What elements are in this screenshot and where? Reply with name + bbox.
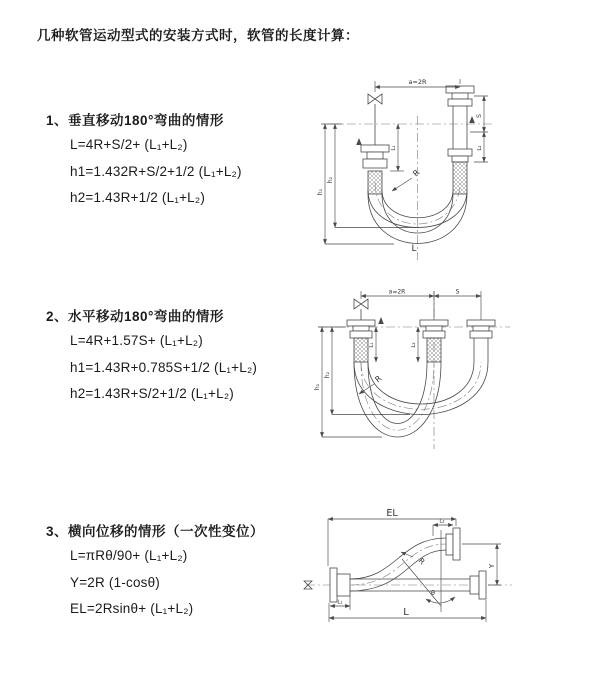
dim-label-a2r: a=2R [388,288,406,296]
upper-flange [446,528,460,560]
dim-label-h1: h₁ [317,188,324,196]
dim-label-l: L [411,244,417,254]
hose-u-bend [354,362,488,437]
dim-label-l: L [403,607,409,618]
vertical-bend-drawing [312,72,592,267]
section-2-heading: 2、水平移动180°弯曲的情形 [46,309,224,324]
left-flange [330,568,350,602]
valve-icon [354,299,368,320]
valve-icon [368,94,382,145]
dim-label-theta: θ [431,589,435,597]
lateral-displacement-diagram [300,502,600,652]
middle-fitting [420,320,448,362]
formula-line: L=4R+S/2+ (L₁+L₂) [70,137,188,152]
formula-line: Y=2R (1-cosθ) [70,574,161,590]
section-3-heading: 3、横向位移的情形（一次性变位） [46,524,265,539]
centerlines [330,116,492,260]
formula-line: L=4R+1.57S+ (L₁+L₂) [70,333,203,348]
formula-line: h2=1.43R+1/2 (L₁+L₂) [70,190,206,205]
formula-line: h1=1.432R+S/2+1/2 (L₁+L₂) [70,163,242,179]
dim-label-el: EL [386,508,398,519]
right-fitting [446,86,474,194]
movement-arrow-icon [356,116,475,145]
section-1 [46,113,321,218]
dim-label-h1: h₁ [314,383,321,391]
section-3 [46,524,321,629]
braid-section [427,338,441,362]
dim-label-r: R [411,167,422,179]
dim-label-l2: L₂ [477,145,483,151]
dim-label-y: Y [488,563,496,569]
dim-label-l1: L₁ [369,342,375,348]
dim-label-h2: h₂ [327,176,334,184]
section-2 [46,309,321,414]
formula-line: h1=1.43R+0.785S+1/2 (L₁+L₂) [70,359,258,375]
dim-label-h2: h₂ [324,371,331,379]
formula-line: EL=2Rsinθ+ (L₁+L₂) [70,601,194,616]
left-fitting [347,320,375,362]
braid-section [368,171,382,194]
braid-section [453,162,467,194]
braid-section [354,338,368,362]
formula-line: h2=1.43R+S/2+1/2 (L₁+L₂) [70,386,234,401]
lateral-displacement-drawing [300,502,600,652]
section-1-heading: 1、垂直移动180°弯曲的情形 [46,113,224,128]
dimensions [314,289,481,438]
dim-label-l1: L₁ [337,599,343,606]
dim-label-s: S [455,288,460,296]
dim-label-a2r: a=2R [408,78,427,86]
dim-label-r: R [416,556,427,567]
dim-label-s: S [476,114,483,118]
right-fitting [467,320,495,362]
page-title: 几种软管运动型式的安装方式时，软管的长度计算： [37,28,359,43]
dim-label-l1: L₁ [391,145,397,151]
dim-label-l2: L₂ [411,342,417,348]
horizontal-bend-drawing [310,287,600,457]
vertical-bend-diagram [312,72,592,267]
formula-line: L=πRθ/90+ (L₁+L₂) [70,548,188,563]
horizontal-bend-diagram [310,287,600,457]
dimensions [328,508,501,622]
dim-label-l2: L₂ [439,518,445,525]
left-fitting [361,145,389,194]
right-flange [470,571,486,599]
movement-arrow-icon [378,317,384,324]
dim-label-r: R [373,373,384,385]
